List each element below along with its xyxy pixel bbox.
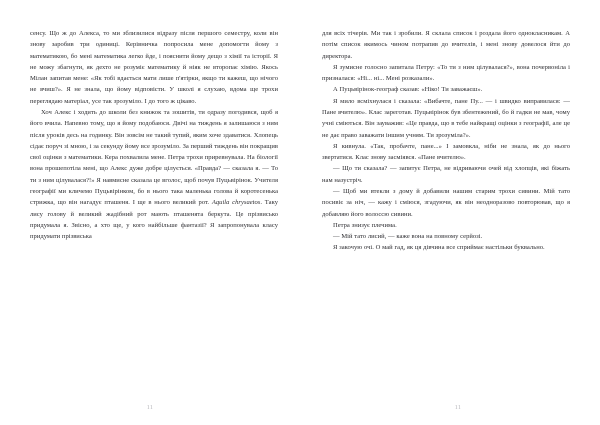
paragraph: Петра знизує плечима.	[333, 221, 397, 229]
paragraph-text-tail: . Таку лису голову й великий жадібний рот мають пташенята беркута. Це прізвисько придумала я. Звісно, а хто ще, у кого найбільше фантазії? Я запропонувала класу придумати прізвиська	[30, 199, 278, 241]
page-left-text-block	[30, 28, 278, 242]
paragraph: А Пуцьвірінок-географ сказав: «Ніко! Ти заважаєш».	[333, 86, 483, 94]
page-number-left: 11	[146, 404, 154, 411]
paragraph: — Щоб ми втекли з дому й добавили нашим старим трохи сивини. Мій тато посивіє за ніч, — кажу і сміюся, згадуючи, як він неодноразово повторював, що я добавляю його волоссю сивини.	[322, 187, 570, 218]
paragraph-text-lead: Хоч Алекс і ходить до школи без книжок та зошитів, ти одразу погодився, щоб я його вчила. Напевно тому, що я йому подобаюся. Двічі на тиждень я залишаюся з ним після уроків десь на годинку. Він зовсім не такий тупий, яким хоче здаватися. Хлопець сідає поруч зі мною, і за секунду йому все зрозуміло. За перший тиждень він покращив свої оцінки з математики. Кера похвалила мене. Петра трохи приревнувала. На біології вона прошепотіла мені, що Алекс дуже добре цілується. «Правда? — сказала я. — То ти з ним цілувалася?!» Я навмисне сказала це вголос, щоб почув Пуцьвірінок. Учителя географії ми кличемо Пуцьвірінком, бо в нього така маленька голова й коротесенька стрижка, що він нагадує пташеня. І ще в нього великий рот.	[30, 108, 278, 207]
paragraph: Я зумисне голосно запитала Петру: «То ти з ним цілувалася?», вона почервоніла і призналася: «Ні... ні... Мені розказали».	[322, 63, 570, 83]
paragraph: Я кивнула. «Так, пробачте, пане...» І замовкла, ніби не знала, як до нього звертатися. Клас знову засміявся. «Пане вчителю».	[322, 142, 570, 162]
paragraph: — Що ти сказала? — запитує Петра, не відриваючи очей від хлопців, які біжать нам назустріч.	[322, 165, 570, 184]
page-number-right: 11	[454, 404, 462, 411]
paragraph: — Мій тато лисий, — каже вона на повному серйозі.	[333, 233, 483, 241]
page-right	[300, 0, 600, 425]
paragraph	[30, 107, 278, 242]
latin-species-name: Aquila chrysaetos	[211, 199, 261, 207]
paragraph: Я закочую очі. О май гад, як ця дівчина все сприймає настільки буквально.	[333, 244, 545, 252]
paragraph: Я мило всміхнулася і сказала: «Вибачте, пане Пу... — і швидко виправилася: — Пане вчителю». Клас зареготав. Пуцьвірінок був збентежений, бо й гадки не мав, чому учні сміються. Він зауважив: «Це правда, що в тебе найкращі оцінки з географії, але це не дає право заважати іншим учням. Ти зрозуміла?».	[322, 97, 570, 139]
paragraph: для всіх тічерів. Ми так і зробили. Я склала список і роздала його однокласникам. А потім список якимось чином потрапив до вчителів, і мені знову довелося йти до директора.	[322, 30, 570, 60]
paragraph: сенсу. Що ж до Алекса, то ми зблизилися відразу після першого семестру, коли він знову заробив три одиниці. Керівничка попросила мене допомогти йому з математикою, бо мені математика легко йде, і пояснити йому дещо з хімії та історії. Я не можу збагнути, як дехто не розуміє математику й ніяк не второпає хімію. Якось Мілан запитав мене: «Як тобі вдається мати лише п'ятірки, якщо ти кажеш, що нічого не вчиш?». Я не знала, що йому відповісти. У школі я слухаю, вдома ще трохи переглядаю матеріал, усе так зрозуміло. І до того ж цікаво.	[30, 30, 278, 105]
page-right-text-block	[322, 28, 570, 254]
